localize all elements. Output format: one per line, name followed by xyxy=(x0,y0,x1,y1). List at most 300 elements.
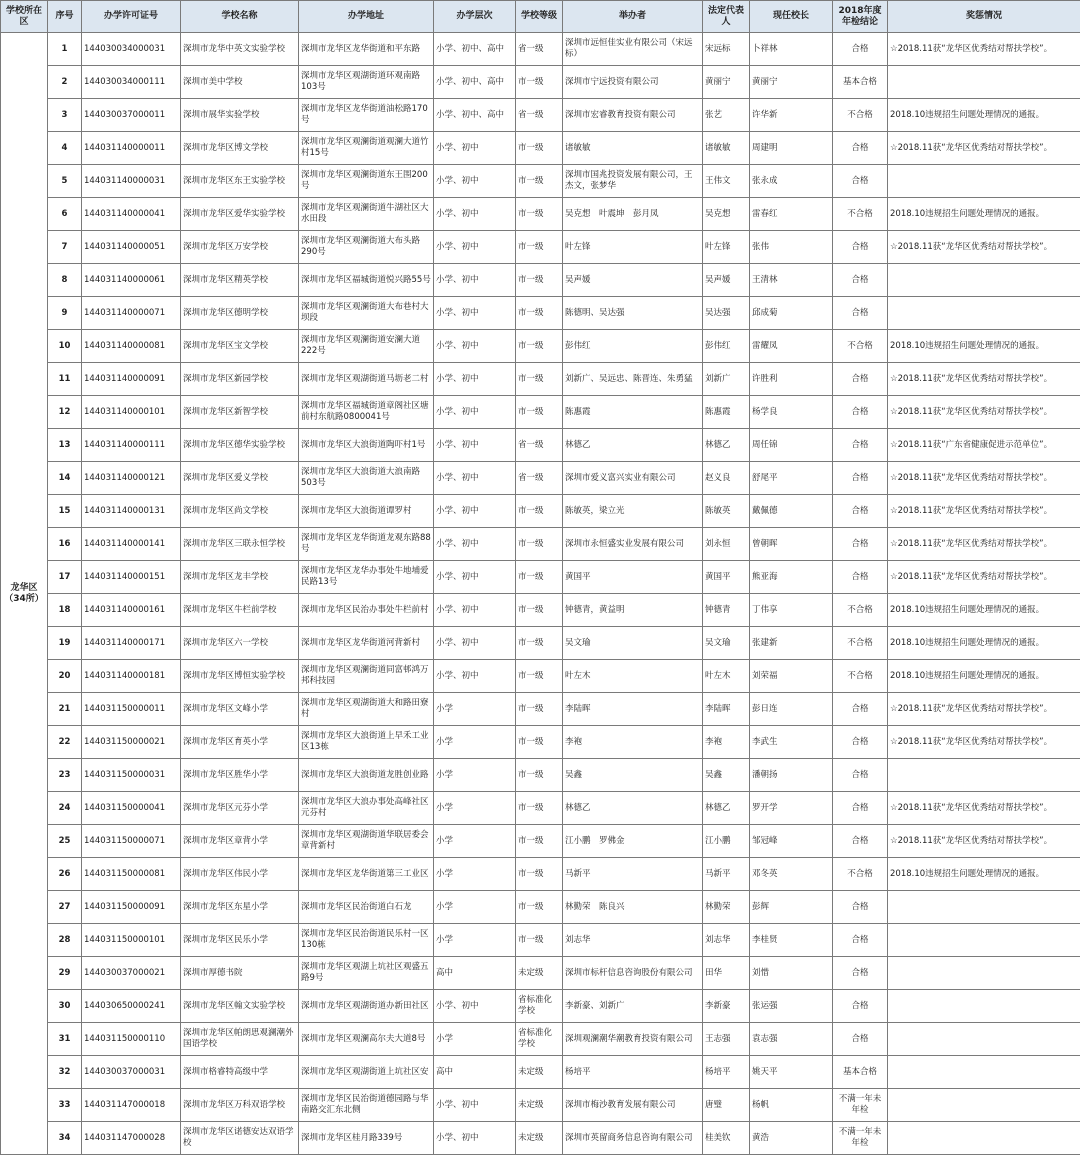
school-organizer: 黄国平 xyxy=(563,561,703,594)
table-row xyxy=(1,660,1080,693)
inspection-result: 合格 xyxy=(833,957,888,990)
inspection-result: 不合格 xyxy=(833,858,888,891)
school-address: 深圳市龙华区观湖街道上坑社区安 xyxy=(299,1056,434,1089)
inspection-result: 合格 xyxy=(833,792,888,825)
license-number: 144030037000021 xyxy=(82,957,181,990)
legal-representative: 叶左木 xyxy=(703,660,750,693)
school-address: 深圳市龙华区民治街道德园路与华南路交汇东北侧 xyxy=(299,1089,434,1122)
school-organizer: 刘新广、吴远忠、陈晋连、朱勇猛 xyxy=(563,363,703,396)
table-row xyxy=(1,561,1080,594)
principal-name: 王清林 xyxy=(750,264,833,297)
license-number: 144030037000031 xyxy=(82,1056,181,1089)
license-number: 144030034000111 xyxy=(82,66,181,99)
school-level: 小学、初中 xyxy=(434,1089,516,1122)
school-name: 深圳市龙华区元芬小学 xyxy=(181,792,299,825)
school-name: 深圳市龙华区民乐小学 xyxy=(181,924,299,957)
legal-representative: 诸敏敏 xyxy=(703,132,750,165)
award-status xyxy=(888,1122,1080,1155)
school-organizer: 彭伟红 xyxy=(563,330,703,363)
school-address: 深圳市龙华区观澜街道大布头路290号 xyxy=(299,231,434,264)
legal-representative: 钟德青 xyxy=(703,594,750,627)
school-grade: 省一级 xyxy=(516,429,563,462)
table-row xyxy=(1,396,1080,429)
legal-representative: 赵义良 xyxy=(703,462,750,495)
inspection-result: 合格 xyxy=(833,462,888,495)
school-organizer: 诸敏敏 xyxy=(563,132,703,165)
principal-name: 彭辉 xyxy=(750,891,833,924)
table-row xyxy=(1,1023,1080,1056)
license-number: 144031140000081 xyxy=(82,330,181,363)
legal-representative: 李袍 xyxy=(703,726,750,759)
license-number: 144031140000161 xyxy=(82,594,181,627)
header-grade: 学校等级 xyxy=(516,1,563,33)
legal-representative: 刘志华 xyxy=(703,924,750,957)
table-row xyxy=(1,66,1080,99)
school-level: 小学、初中 xyxy=(434,1122,516,1155)
school-name: 深圳市格睿特高级中学 xyxy=(181,1056,299,1089)
row-number: 13 xyxy=(48,429,82,462)
school-level: 小学、初中 xyxy=(434,528,516,561)
school-name: 深圳市龙华区精英学校 xyxy=(181,264,299,297)
row-number: 32 xyxy=(48,1056,82,1089)
row-number: 11 xyxy=(48,363,82,396)
table-row xyxy=(1,297,1080,330)
award-status: ☆2018.11获“龙华区优秀结对帮扶学校”。 xyxy=(888,231,1080,264)
school-address: 深圳市龙华区大浪街道上早禾工业区13栋 xyxy=(299,726,434,759)
school-level: 小学、初中 xyxy=(434,297,516,330)
principal-name: 熊亚海 xyxy=(750,561,833,594)
legal-representative: 唐璧 xyxy=(703,1089,750,1122)
inspection-result: 不满一年未年检 xyxy=(833,1089,888,1122)
principal-name: 张运强 xyxy=(750,990,833,1023)
school-grade: 市一级 xyxy=(516,924,563,957)
table-row xyxy=(1,792,1080,825)
award-status xyxy=(888,1056,1080,1089)
award-status xyxy=(888,891,1080,924)
school-address: 深圳市龙华区民治街道民乐村一区130栋 xyxy=(299,924,434,957)
principal-name: 姚天平 xyxy=(750,1056,833,1089)
school-level: 小学 xyxy=(434,759,516,792)
school-organizer: 马新平 xyxy=(563,858,703,891)
legal-representative: 吴文瑜 xyxy=(703,627,750,660)
school-name: 深圳市龙华区伟民小学 xyxy=(181,858,299,891)
school-name: 深圳市龙华区东王实验学校 xyxy=(181,165,299,198)
school-organizer: 深圳市英留商务信息咨询有限公司 xyxy=(563,1122,703,1155)
principal-name: 雷耀凤 xyxy=(750,330,833,363)
school-organizer: 林德乙 xyxy=(563,429,703,462)
legal-representative: 吴鑫 xyxy=(703,759,750,792)
school-grade: 市一级 xyxy=(516,165,563,198)
award-status: ☆2018.11获“龙华区优秀结对帮扶学校”。 xyxy=(888,825,1080,858)
legal-representative: 彭伟红 xyxy=(703,330,750,363)
school-address: 深圳市龙华区大浪街道龙胜创业路 xyxy=(299,759,434,792)
school-address: 深圳市龙华区龙华街道第三工业区 xyxy=(299,858,434,891)
license-number: 144030034000031 xyxy=(82,33,181,66)
school-address: 深圳市龙华区观澜街道东王围200号 xyxy=(299,165,434,198)
school-level: 小学、初中、高中 xyxy=(434,99,516,132)
inspection-result: 不合格 xyxy=(833,198,888,231)
principal-name: 张建新 xyxy=(750,627,833,660)
school-address: 深圳市龙华区观湖上坑社区观盛五路9号 xyxy=(299,957,434,990)
school-organizer: 江小鹏 罗佛金 xyxy=(563,825,703,858)
inspection-result: 不合格 xyxy=(833,627,888,660)
school-grade: 市一级 xyxy=(516,231,563,264)
legal-representative: 马新平 xyxy=(703,858,750,891)
award-status xyxy=(888,264,1080,297)
legal-representative: 吴声媛 xyxy=(703,264,750,297)
inspection-result: 合格 xyxy=(833,264,888,297)
school-organizer: 深圳市宁远投资有限公司 xyxy=(563,66,703,99)
row-number: 18 xyxy=(48,594,82,627)
principal-name: 彭日连 xyxy=(750,693,833,726)
school-organizer: 深圳市爱义富兴实业有限公司 xyxy=(563,462,703,495)
inspection-result: 不合格 xyxy=(833,660,888,693)
school-name: 深圳市龙华区博文学校 xyxy=(181,132,299,165)
table-row xyxy=(1,924,1080,957)
row-number: 24 xyxy=(48,792,82,825)
license-number: 144031150000021 xyxy=(82,726,181,759)
district-cell: 龙华区（34所） xyxy=(1,33,48,1155)
school-name: 深圳市龙华区胜华小学 xyxy=(181,759,299,792)
header-rep: 法定代表人 xyxy=(703,1,750,33)
legal-representative: 林勤荣 xyxy=(703,891,750,924)
school-grade: 市一级 xyxy=(516,792,563,825)
license-number: 144031140000091 xyxy=(82,363,181,396)
school-address: 深圳市龙华区观澜街道大布巷村大坝段 xyxy=(299,297,434,330)
row-number: 23 xyxy=(48,759,82,792)
school-name: 深圳市龙华中英文实验学校 xyxy=(181,33,299,66)
school-organizer: 陈德明、吴达强 xyxy=(563,297,703,330)
table-row xyxy=(1,693,1080,726)
license-number: 144031140000061 xyxy=(82,264,181,297)
license-number: 144031140000051 xyxy=(82,231,181,264)
school-level: 小学、初中 xyxy=(434,627,516,660)
school-address: 深圳市龙华区观湖街道华联居委会章背新村 xyxy=(299,825,434,858)
row-number: 34 xyxy=(48,1122,82,1155)
award-status: ☆2018.11获“龙华区优秀结对帮扶学校”。 xyxy=(888,363,1080,396)
award-status: 2018.10违规招生问题处理情况的通报。 xyxy=(888,99,1080,132)
school-grade: 省一级 xyxy=(516,99,563,132)
school-organizer: 林勤荣 陈良兴 xyxy=(563,891,703,924)
school-address: 深圳市龙华区大浪街道大浪南路503号 xyxy=(299,462,434,495)
legal-representative: 林德乙 xyxy=(703,792,750,825)
row-number: 2 xyxy=(48,66,82,99)
table-row xyxy=(1,957,1080,990)
school-grade: 市一级 xyxy=(516,759,563,792)
award-status xyxy=(888,297,1080,330)
school-grade: 省一级 xyxy=(516,33,563,66)
table-row xyxy=(1,231,1080,264)
school-name: 深圳市龙华区新智学校 xyxy=(181,396,299,429)
school-grade: 市一级 xyxy=(516,825,563,858)
row-number: 14 xyxy=(48,462,82,495)
award-status: 2018.10违规招生问题处理情况的通报。 xyxy=(888,627,1080,660)
award-status xyxy=(888,990,1080,1023)
school-grade: 市一级 xyxy=(516,726,563,759)
inspection-result: 合格 xyxy=(833,891,888,924)
row-number: 8 xyxy=(48,264,82,297)
school-organizer: 李袍 xyxy=(563,726,703,759)
legal-representative: 江小鹏 xyxy=(703,825,750,858)
principal-name: 张伟 xyxy=(750,231,833,264)
header-address: 办学地址 xyxy=(299,1,434,33)
school-name: 深圳市龙华区德华实验学校 xyxy=(181,429,299,462)
school-address: 深圳市龙华区桂月路339号 xyxy=(299,1122,434,1155)
row-number: 19 xyxy=(48,627,82,660)
header-principal: 现任校长 xyxy=(750,1,833,33)
school-address: 深圳市龙华区民治街道白石龙 xyxy=(299,891,434,924)
license-number: 144031150000101 xyxy=(82,924,181,957)
school-address: 深圳市龙华区龙华街道河背新村 xyxy=(299,627,434,660)
school-organizer: 深圳市标杆信息咨询股份有限公司 xyxy=(563,957,703,990)
principal-name: 丁伟享 xyxy=(750,594,833,627)
school-level: 小学、初中 xyxy=(434,363,516,396)
license-number: 144030037000011 xyxy=(82,99,181,132)
school-address: 深圳市龙华区龙华街道龙观东路88号 xyxy=(299,528,434,561)
school-level: 小学、初中 xyxy=(434,660,516,693)
school-address: 深圳市龙华区大浪街道谭罗村 xyxy=(299,495,434,528)
school-name: 深圳市龙华区帕朗思观澜潮外国语学校 xyxy=(181,1023,299,1056)
inspection-result: 合格 xyxy=(833,528,888,561)
table-row xyxy=(1,495,1080,528)
table-row xyxy=(1,528,1080,561)
table-row xyxy=(1,330,1080,363)
school-grade: 市一级 xyxy=(516,891,563,924)
principal-name: 邱成菊 xyxy=(750,297,833,330)
principal-name: 许华新 xyxy=(750,99,833,132)
award-status: 2018.10违规招生问题处理情况的通报。 xyxy=(888,660,1080,693)
school-address: 深圳市龙华区观澜街道牛湖社区大水田段 xyxy=(299,198,434,231)
legal-representative: 李新豪 xyxy=(703,990,750,1023)
school-name: 深圳市龙华区东星小学 xyxy=(181,891,299,924)
legal-representative: 叶左锋 xyxy=(703,231,750,264)
license-number: 144031150000041 xyxy=(82,792,181,825)
school-organizer: 吴鑫 xyxy=(563,759,703,792)
school-level: 小学 xyxy=(434,891,516,924)
school-organizer: 陈敏英，梁立光 xyxy=(563,495,703,528)
license-number: 144031150000031 xyxy=(82,759,181,792)
legal-representative: 黄丽宁 xyxy=(703,66,750,99)
school-address: 深圳市龙华区观澜高尔夫大道8号 xyxy=(299,1023,434,1056)
header-row xyxy=(1,1,1080,33)
inspection-result: 合格 xyxy=(833,297,888,330)
license-number: 144031150000011 xyxy=(82,693,181,726)
school-grade: 省标准化学校 xyxy=(516,1023,563,1056)
award-status: ☆2018.11获“广东省健康促进示范单位”。 xyxy=(888,429,1080,462)
award-status xyxy=(888,924,1080,957)
school-address: 深圳市龙华区观湖街道环观南路103号 xyxy=(299,66,434,99)
school-level: 小学、初中 xyxy=(434,132,516,165)
table-row xyxy=(1,726,1080,759)
license-number: 144031140000171 xyxy=(82,627,181,660)
school-level: 小学、初中 xyxy=(434,990,516,1023)
award-status: ☆2018.11获“龙华区优秀结对帮扶学校”。 xyxy=(888,462,1080,495)
school-name: 深圳市龙华区翰文实验学校 xyxy=(181,990,299,1023)
header-level: 办学层次 xyxy=(434,1,516,33)
school-address: 深圳市龙华区观湖街道办新田社区 xyxy=(299,990,434,1023)
row-number: 6 xyxy=(48,198,82,231)
license-number: 144031140000111 xyxy=(82,429,181,462)
school-address: 深圳市龙华区龙华街道油松路170号 xyxy=(299,99,434,132)
inspection-result: 不满一年未年检 xyxy=(833,1122,888,1155)
school-level: 小学 xyxy=(434,858,516,891)
license-number: 144031140000131 xyxy=(82,495,181,528)
license-number: 144031140000031 xyxy=(82,165,181,198)
school-organizer: 叶左锋 xyxy=(563,231,703,264)
inspection-result: 不合格 xyxy=(833,330,888,363)
table-row xyxy=(1,891,1080,924)
row-number: 16 xyxy=(48,528,82,561)
principal-name: 曾朝晖 xyxy=(750,528,833,561)
award-status: ☆2018.11获“龙华区优秀结对帮扶学校”。 xyxy=(888,495,1080,528)
legal-representative: 李陆晖 xyxy=(703,693,750,726)
award-status xyxy=(888,957,1080,990)
school-name: 深圳市展华实验学校 xyxy=(181,99,299,132)
principal-name: 李武生 xyxy=(750,726,833,759)
principal-name: 戴佩德 xyxy=(750,495,833,528)
school-address: 深圳市龙华区观澜街道观澜大道竹村15号 xyxy=(299,132,434,165)
inspection-result: 合格 xyxy=(833,825,888,858)
license-number: 144031150000091 xyxy=(82,891,181,924)
school-level: 小学、初中 xyxy=(434,264,516,297)
inspection-result: 不合格 xyxy=(833,594,888,627)
principal-name: 杨学良 xyxy=(750,396,833,429)
inspection-result: 基本合格 xyxy=(833,1056,888,1089)
school-address: 深圳市龙华区福城街道悦兴路55号 xyxy=(299,264,434,297)
table-row xyxy=(1,858,1080,891)
row-number: 27 xyxy=(48,891,82,924)
school-level: 小学 xyxy=(434,792,516,825)
school-grade: 未定级 xyxy=(516,1056,563,1089)
award-status: ☆2018.11获“龙华区优秀结对帮扶学校”。 xyxy=(888,693,1080,726)
principal-name: 潘朝扬 xyxy=(750,759,833,792)
table-row xyxy=(1,33,1080,66)
school-level: 小学、初中 xyxy=(434,561,516,594)
school-organizer: 刘志华 xyxy=(563,924,703,957)
school-grade: 市一级 xyxy=(516,594,563,627)
school-level: 高中 xyxy=(434,957,516,990)
award-status: ☆2018.11获“龙华区优秀结对帮扶学校”。 xyxy=(888,528,1080,561)
principal-name: 刘荣福 xyxy=(750,660,833,693)
school-level: 小学、初中 xyxy=(434,594,516,627)
school-name: 深圳市龙华区德明学校 xyxy=(181,297,299,330)
school-address: 深圳市龙华区观澜街道同富邨鸿万邦科技园 xyxy=(299,660,434,693)
table-row xyxy=(1,627,1080,660)
inspection-result: 合格 xyxy=(833,396,888,429)
row-number: 10 xyxy=(48,330,82,363)
award-status xyxy=(888,759,1080,792)
legal-representative: 黄国平 xyxy=(703,561,750,594)
school-name: 深圳市龙华区育英小学 xyxy=(181,726,299,759)
license-number: 144031140000181 xyxy=(82,660,181,693)
school-level: 小学、初中 xyxy=(434,198,516,231)
table-row xyxy=(1,429,1080,462)
school-level: 小学、初中 xyxy=(434,396,516,429)
school-level: 小学、初中、高中 xyxy=(434,66,516,99)
award-status xyxy=(888,66,1080,99)
school-grade: 市一级 xyxy=(516,561,563,594)
header-result: 2018年度年检结论 xyxy=(833,1,888,33)
school-organizer: 李陆晖 xyxy=(563,693,703,726)
table-row xyxy=(1,165,1080,198)
school-grade: 市一级 xyxy=(516,66,563,99)
school-name: 深圳市龙华区万安学校 xyxy=(181,231,299,264)
inspection-result: 合格 xyxy=(833,990,888,1023)
school-organizer: 吴克想 叶震坤 彭月凤 xyxy=(563,198,703,231)
award-status xyxy=(888,1089,1080,1122)
school-organizer: 陈惠霞 xyxy=(563,396,703,429)
school-address: 深圳市龙华区民治办事处牛栏前村 xyxy=(299,594,434,627)
table-row xyxy=(1,759,1080,792)
school-organizer: 钟德青，黄益明 xyxy=(563,594,703,627)
row-number: 29 xyxy=(48,957,82,990)
row-number: 1 xyxy=(48,33,82,66)
school-level: 小学 xyxy=(434,726,516,759)
school-name: 深圳市龙华区万科双语学校 xyxy=(181,1089,299,1122)
header-district: 学校所在区 xyxy=(1,1,48,33)
legal-representative: 陈敏英 xyxy=(703,495,750,528)
inspection-result: 基本合格 xyxy=(833,66,888,99)
row-number: 17 xyxy=(48,561,82,594)
row-number: 12 xyxy=(48,396,82,429)
school-level: 小学、初中 xyxy=(434,165,516,198)
license-number: 144031147000028 xyxy=(82,1122,181,1155)
inspection-result: 合格 xyxy=(833,561,888,594)
school-level: 小学、初中 xyxy=(434,462,516,495)
school-name: 深圳市美中学校 xyxy=(181,66,299,99)
header-no: 序号 xyxy=(48,1,82,33)
school-organizer: 李新豪、刘新广 xyxy=(563,990,703,1023)
legal-representative: 张艺 xyxy=(703,99,750,132)
legal-representative: 吴克想 xyxy=(703,198,750,231)
row-number: 15 xyxy=(48,495,82,528)
row-number: 25 xyxy=(48,825,82,858)
school-name: 深圳市龙华区爱华实验学校 xyxy=(181,198,299,231)
inspection-result: 合格 xyxy=(833,165,888,198)
award-status xyxy=(888,1023,1080,1056)
inspection-result: 合格 xyxy=(833,231,888,264)
school-name: 深圳市龙华区宝文学校 xyxy=(181,330,299,363)
legal-representative: 田华 xyxy=(703,957,750,990)
school-level: 高中 xyxy=(434,1056,516,1089)
inspection-result: 合格 xyxy=(833,1023,888,1056)
header-award: 奖惩情况 xyxy=(888,1,1080,33)
school-level: 小学 xyxy=(434,924,516,957)
school-grade: 市一级 xyxy=(516,198,563,231)
award-status: ☆2018.11获“龙华区优秀结对帮扶学校”。 xyxy=(888,792,1080,825)
school-organizer: 深圳观澜潮华潮教育投资有限公司 xyxy=(563,1023,703,1056)
school-name: 深圳市龙华区博恒实验学校 xyxy=(181,660,299,693)
school-name: 深圳市龙华区文峰小学 xyxy=(181,693,299,726)
principal-name: 周建明 xyxy=(750,132,833,165)
table-row xyxy=(1,594,1080,627)
row-number: 31 xyxy=(48,1023,82,1056)
header-license: 办学许可证号 xyxy=(82,1,181,33)
award-status: 2018.10违规招生问题处理情况的通报。 xyxy=(888,330,1080,363)
school-name: 深圳市龙华区六一学校 xyxy=(181,627,299,660)
row-number: 26 xyxy=(48,858,82,891)
principal-name: 周任锦 xyxy=(750,429,833,462)
school-name: 深圳市龙华区三联永恒学校 xyxy=(181,528,299,561)
inspection-result: 合格 xyxy=(833,363,888,396)
principal-name: 罗开学 xyxy=(750,792,833,825)
award-status: ☆2018.11获“龙华区优秀结对帮扶学校”。 xyxy=(888,33,1080,66)
row-number: 28 xyxy=(48,924,82,957)
school-grade: 市一级 xyxy=(516,495,563,528)
license-number: 144031150000110 xyxy=(82,1023,181,1056)
school-grade: 市一级 xyxy=(516,528,563,561)
table-row xyxy=(1,1056,1080,1089)
